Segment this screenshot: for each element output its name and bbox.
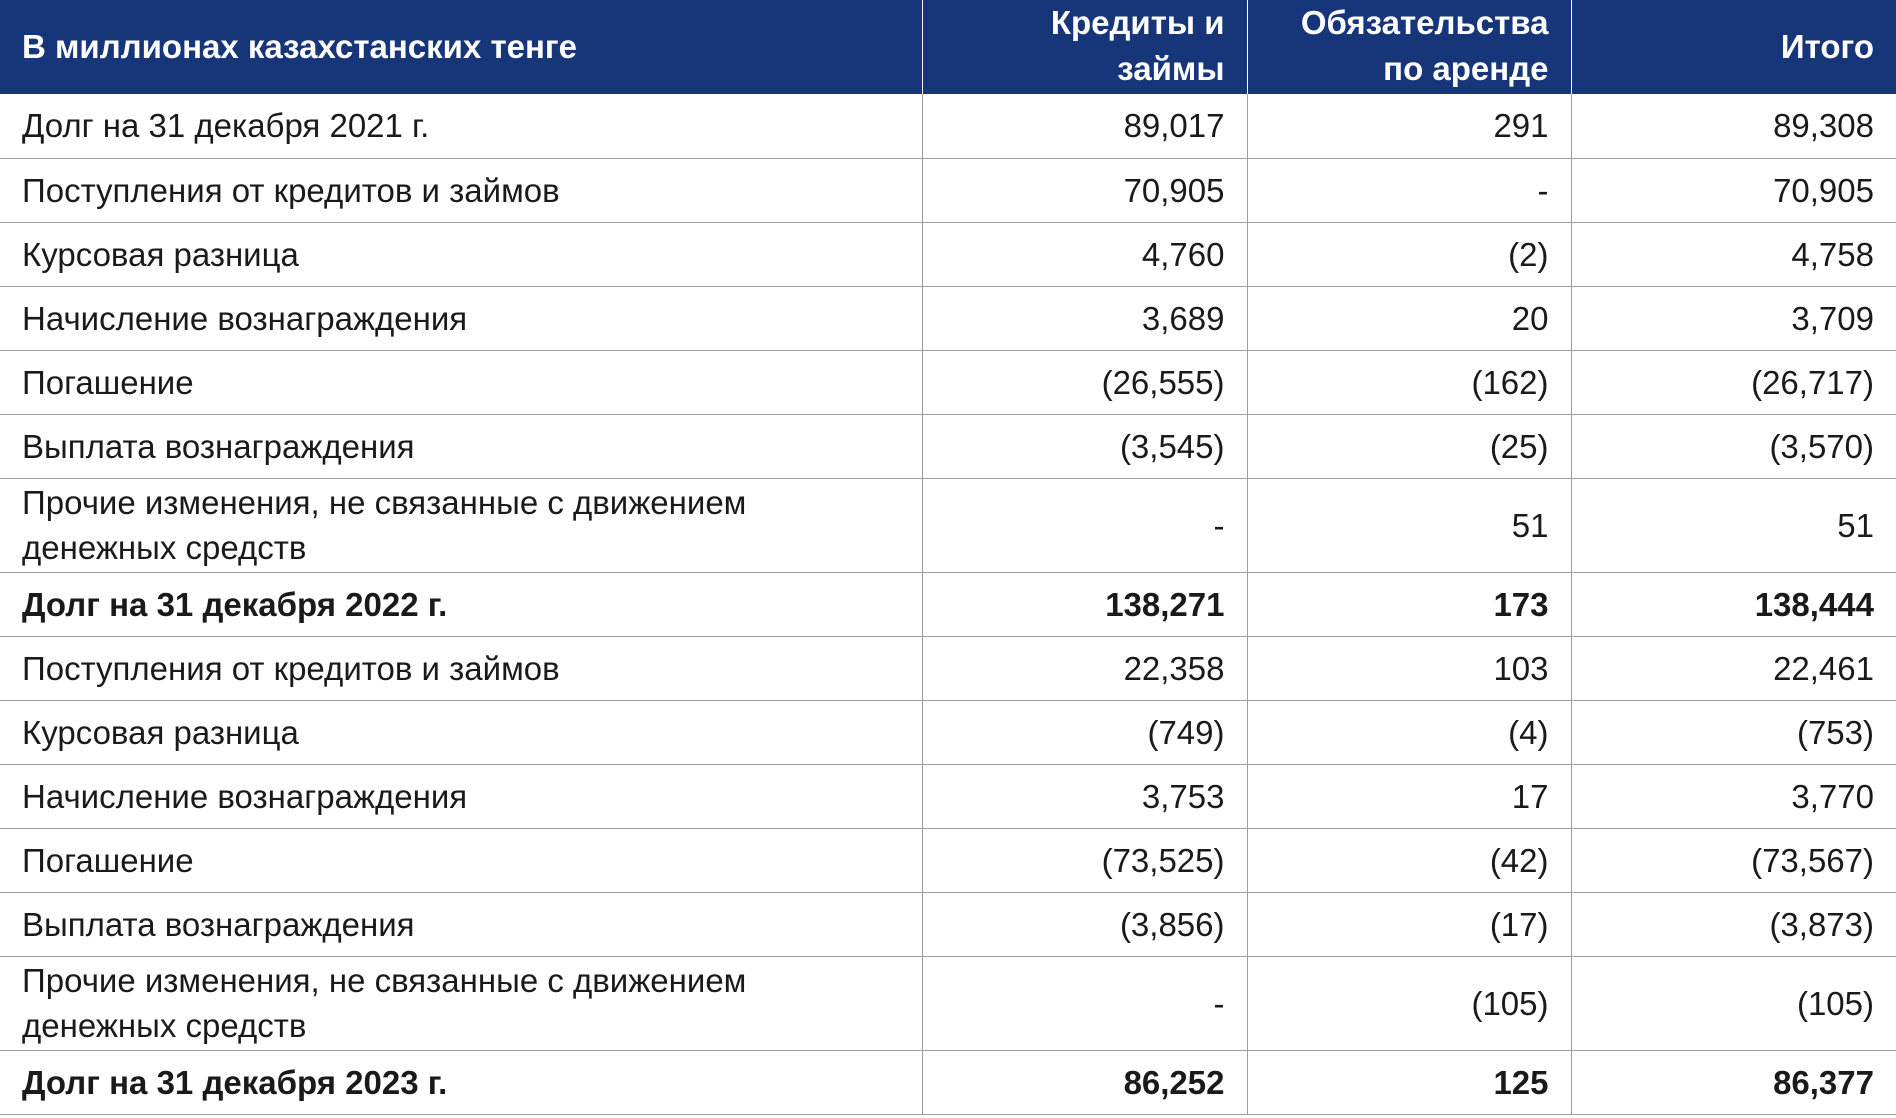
cell-total: 89,308 bbox=[1571, 94, 1896, 158]
cell-loans: 70,905 bbox=[922, 158, 1247, 222]
cell-total: 3,770 bbox=[1571, 764, 1896, 828]
table-body bbox=[0, 94, 1896, 1114]
cell-total: (105) bbox=[1571, 956, 1896, 1050]
cell-total: (26,717) bbox=[1571, 350, 1896, 414]
row-label: Погашение bbox=[0, 828, 922, 892]
table-row bbox=[0, 222, 1896, 286]
table-row-total bbox=[0, 1050, 1896, 1114]
header-total-column: Итого bbox=[1571, 0, 1896, 94]
row-label: Выплата вознаграждения bbox=[0, 892, 922, 956]
table-row-total bbox=[0, 572, 1896, 636]
cell-leases: (17) bbox=[1247, 892, 1571, 956]
cell-loans: (3,856) bbox=[922, 892, 1247, 956]
cell-leases: 51 bbox=[1247, 478, 1571, 572]
row-label bbox=[0, 478, 922, 572]
row-label-text: Прочие изменения, не связанные с движением денежных средств bbox=[22, 484, 747, 566]
cell-loans: - bbox=[922, 478, 1247, 572]
cell-total: 138,444 bbox=[1571, 572, 1896, 636]
table-row bbox=[0, 700, 1896, 764]
cell-leases: (105) bbox=[1247, 956, 1571, 1050]
row-label: Курсовая разница bbox=[0, 222, 922, 286]
cell-loans: 138,271 bbox=[922, 572, 1247, 636]
table-row bbox=[0, 764, 1896, 828]
cell-total: 4,758 bbox=[1571, 222, 1896, 286]
row-label: Долг на 31 декабря 2021 г. bbox=[0, 94, 922, 158]
cell-loans: 89,017 bbox=[922, 94, 1247, 158]
cell-total: 22,461 bbox=[1571, 636, 1896, 700]
cell-leases: 20 bbox=[1247, 286, 1571, 350]
row-label: Погашение bbox=[0, 350, 922, 414]
row-label-text: Прочие изменения, не связанные с движением денежных средств bbox=[22, 962, 747, 1044]
cell-leases: - bbox=[1247, 158, 1571, 222]
table-row bbox=[0, 636, 1896, 700]
row-label: Долг на 31 декабря 2022 г. bbox=[0, 572, 922, 636]
row-label: Поступления от кредитов и займов bbox=[0, 158, 922, 222]
cell-loans: (749) bbox=[922, 700, 1247, 764]
row-label: Долг на 31 декабря 2023 г. bbox=[0, 1050, 922, 1114]
cell-loans: (26,555) bbox=[922, 350, 1247, 414]
table-row bbox=[0, 350, 1896, 414]
header-row bbox=[0, 0, 1896, 94]
table-row bbox=[0, 828, 1896, 892]
table-row bbox=[0, 158, 1896, 222]
cell-leases: 125 bbox=[1247, 1050, 1571, 1114]
header-leases-column: Обязательства по аренде bbox=[1247, 0, 1571, 94]
cell-total: (3,873) bbox=[1571, 892, 1896, 956]
row-label: Начисление вознаграждения bbox=[0, 764, 922, 828]
cell-total: (753) bbox=[1571, 700, 1896, 764]
cell-leases: (162) bbox=[1247, 350, 1571, 414]
header-loans-column: Кредиты и займы bbox=[922, 0, 1247, 94]
cell-loans: 86,252 bbox=[922, 1050, 1247, 1114]
table-row bbox=[0, 892, 1896, 956]
cell-leases: (4) bbox=[1247, 700, 1571, 764]
table-row bbox=[0, 956, 1896, 1050]
row-label bbox=[0, 956, 922, 1050]
header-label-column: В миллионах казахстанских тенге bbox=[0, 0, 922, 94]
cell-leases: (25) bbox=[1247, 414, 1571, 478]
cell-total: 51 bbox=[1571, 478, 1896, 572]
row-label: Начисление вознаграждения bbox=[0, 286, 922, 350]
table-row bbox=[0, 414, 1896, 478]
cell-loans: 3,689 bbox=[922, 286, 1247, 350]
cell-loans: - bbox=[922, 956, 1247, 1050]
table-header bbox=[0, 0, 1896, 94]
cell-total: 3,709 bbox=[1571, 286, 1896, 350]
row-label: Курсовая разница bbox=[0, 700, 922, 764]
cell-loans: (3,545) bbox=[922, 414, 1247, 478]
cell-leases: 17 bbox=[1247, 764, 1571, 828]
cell-total: (3,570) bbox=[1571, 414, 1896, 478]
cell-total: (73,567) bbox=[1571, 828, 1896, 892]
cell-leases: (2) bbox=[1247, 222, 1571, 286]
cell-total: 70,905 bbox=[1571, 158, 1896, 222]
row-label: Поступления от кредитов и займов bbox=[0, 636, 922, 700]
cell-loans: (73,525) bbox=[922, 828, 1247, 892]
cell-leases: 173 bbox=[1247, 572, 1571, 636]
cell-leases: 103 bbox=[1247, 636, 1571, 700]
table-row bbox=[0, 286, 1896, 350]
cell-leases: (42) bbox=[1247, 828, 1571, 892]
table-row bbox=[0, 478, 1896, 572]
cell-loans: 4,760 bbox=[922, 222, 1247, 286]
cell-leases: 291 bbox=[1247, 94, 1571, 158]
row-label: Выплата вознаграждения bbox=[0, 414, 922, 478]
table-row bbox=[0, 94, 1896, 158]
cell-loans: 3,753 bbox=[922, 764, 1247, 828]
cell-loans: 22,358 bbox=[922, 636, 1247, 700]
cell-total: 86,377 bbox=[1571, 1050, 1896, 1114]
